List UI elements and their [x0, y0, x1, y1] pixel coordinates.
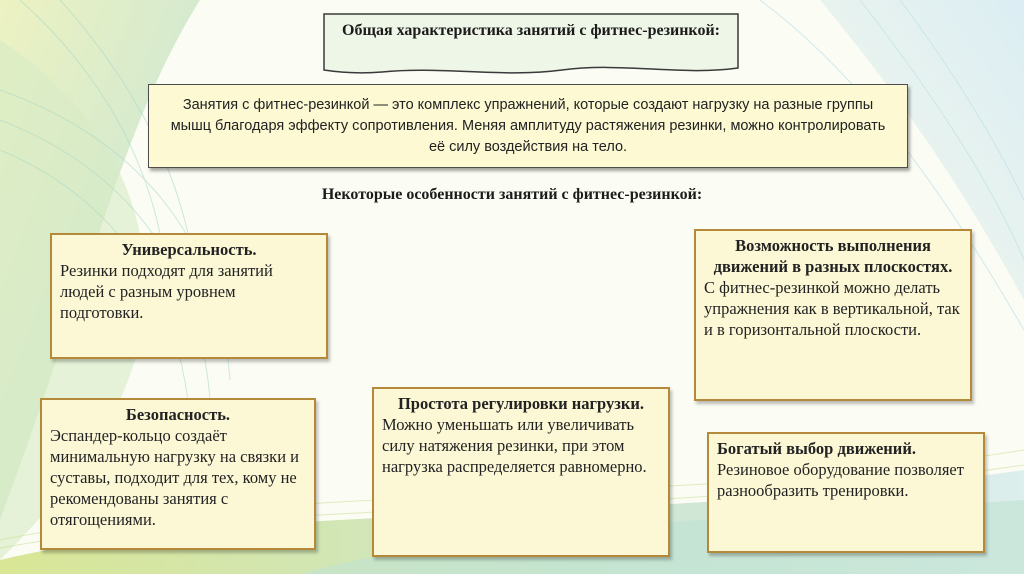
feature-card-load-adjustment [372, 387, 670, 557]
title-banner [322, 12, 740, 78]
feature-card-safety [40, 398, 316, 550]
card-body: Резиновое оборудование позволяет разнообразить тренировки. [717, 460, 964, 500]
feature-card-planes [694, 229, 972, 401]
card-title: Возможность выполнения движений в разных плоскостях. [713, 236, 953, 276]
card-title: Богатый выбор движений. [717, 439, 916, 458]
card-title: Простота регулировки нагрузки. [397, 394, 645, 413]
card-title: Безопасность. [125, 405, 231, 424]
features-subheading: Некоторые особенности занятий с фитнес-резинкой: [321, 186, 703, 203]
card-body: Эспандер-кольцо создаёт минимальную нагрузку на связки и суставы, подходит для тех, кому не рекомендованы занятия с отягощениями. [50, 426, 299, 529]
feature-card-universality [50, 233, 328, 359]
feature-card-variety [707, 432, 985, 553]
intro-text: Занятия с фитнес-резинкой — это комплекс упражнений, которые создают нагрузку на разные группы мышц благодаря эффекту сопротивления. Меняя амплитуду растяжения резинки, можно контролировать её силу воздействия на тело. [170, 96, 886, 155]
card-title: Универсальность. [121, 240, 257, 259]
card-body: Можно уменьшать или увеличивать силу натяжения резинки, при этом нагрузка распределяется равномерно. [382, 415, 647, 476]
card-body: Резинки подходят для занятий людей с разным уровнем подготовки. [60, 261, 273, 322]
slide-title: Общая характеристика занятий с фитнес-резинкой: [342, 22, 720, 39]
card-body: С фитнес-резинкой можно делать упражнения как в вертикальной, так и в горизонтальной плоскости. [704, 278, 960, 339]
intro-box [148, 84, 908, 168]
